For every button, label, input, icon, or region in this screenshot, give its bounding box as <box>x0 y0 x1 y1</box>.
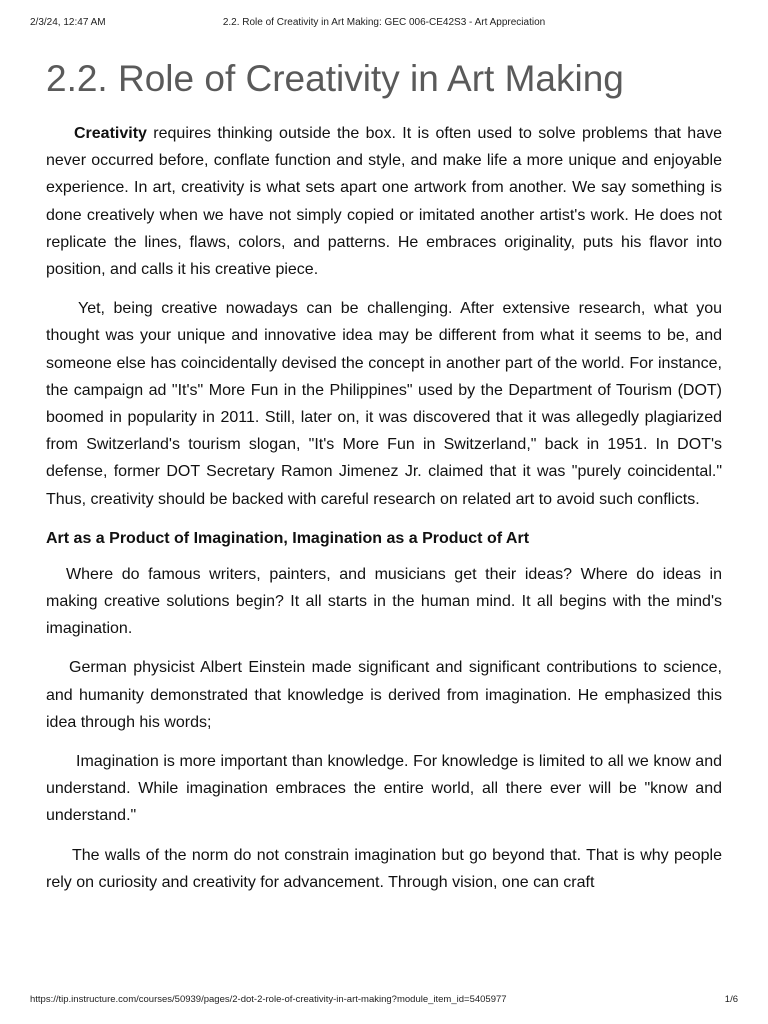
print-document-title: 2.2. Role of Creativity in Art Making: GEC 006-CE42S3 - Art Appreciation <box>222 17 546 28</box>
print-header <box>30 17 738 31</box>
paragraph-einstein-text: German physicist Albert Einstein made significant and significant contributions to science, and humanity demonstrated that knowledge is derived from imagination. He emphasized this idea through his words; <box>46 659 722 731</box>
print-date: 2/3/24, 12:47 AM <box>30 17 106 28</box>
paragraph-imagination-origin-text: Where do famous writers, painters, and musicians get their ideas? Where do ideas in making creative solutions begin? It all starts in the human mind. It all begins with the mind's imagination. <box>46 565 722 638</box>
page-url: https://tip.instructure.com/courses/50939/pages/2-dot-2-role-of-creativity-in-art-making?module_item_id=5405977 <box>30 994 507 1005</box>
paragraph-einstein <box>46 654 722 736</box>
paragraph-challenge <box>46 295 722 513</box>
page-number: 1/6 <box>724 994 738 1005</box>
paragraph-challenge-text: Yet, being creative nowadays can be challenging. After extensive research, what you thought was your unique and innovative idea may be different from what it seems to be, and someone else has coincidentally devised the concept in another part of the world. For instance, the campaign ad "It's" More Fun in the Philippines" used by the Department of Tourism (DOT) boomed in popularity in 2011. Still, later on, it was discovered that it was allegedly plagiarized from Switzerland's tourism slogan, "It's More Fun in Switzerland," back in 1951. In DOT's defense, former DOT Secretary Ramon Jimenez Jr. claimed that it was "purely coincidental." Thus, creativity should be backed with careful research on related art to avoid such conflicts. <box>46 300 722 508</box>
page-content <box>46 55 722 908</box>
paragraph-imagination-origin <box>46 561 722 643</box>
section-heading: Art as a Product of Imagination, Imagination as a Product of Art <box>46 529 530 547</box>
paragraph-norm-text: The walls of the norm do not constrain imagination but go beyond that. That is why people rely on curiosity and creativity for advancement. Through vision, one can craft <box>46 846 722 891</box>
paragraph-einstein-quote <box>46 748 722 830</box>
paragraph-norm <box>46 842 722 896</box>
creativity-term: Creativity <box>74 125 147 142</box>
paragraph-creativity <box>46 120 722 283</box>
page-title: 2.2. Role of Creativity in Art Making <box>46 58 624 99</box>
paragraph-creativity-text: requires thinking outside the box. It is often used to solve problems that have never occurred before, conflate function and style, and make life a more unique and enjoyable experience. In art, creativity is what sets apart one artwork from another. We say something is done creatively when we have not simply copied or imitated another artist's work. He does not replicate the lines, flaws, colors, and patterns. He embraces originality, puts his flavor into position, and calls it his creative piece. <box>46 125 722 279</box>
paragraph-einstein-quote-text: Imagination is more important than knowledge. For knowledge is limited to all we know and understand. While imagination embraces the entire world, all there ever will be "know and understand." <box>46 753 722 825</box>
print-footer <box>30 994 738 1008</box>
